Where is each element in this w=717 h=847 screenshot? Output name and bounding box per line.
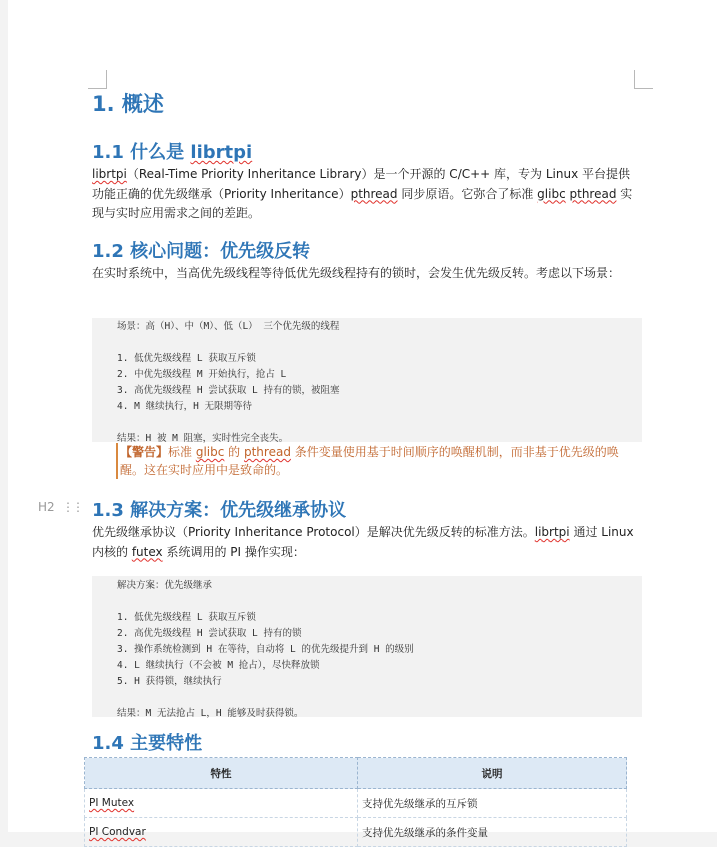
- code-line: 场景：高（H）、中（M）、低（L） 三个优先级的线程: [117, 321, 340, 332]
- intro-text-2: 同步原语。它弥合了标准: [397, 186, 538, 201]
- table-header-row: [85, 758, 627, 789]
- code-line: 结果：M 无法抢占 L，H 能够及时获得锁。: [117, 708, 304, 719]
- heading-priority-inversion: 1.2 核心问题：优先级反转: [92, 241, 311, 262]
- table-row: [85, 789, 627, 818]
- warning-text-2: 的: [224, 445, 244, 459]
- features-table: [84, 757, 627, 847]
- code-line: 1. 低优先级线程 L 获取互斥锁: [117, 612, 256, 623]
- table-cell-description: 支持优先级继承的条件变量: [358, 818, 627, 847]
- code-line: [117, 594, 642, 610]
- paragraph-intro: [92, 165, 637, 224]
- table-cell-description: 支持优先级继承的互斥锁: [358, 789, 627, 818]
- code-line: 2. 高优先级线程 H 尝试获取 L 持有的锁: [117, 628, 302, 639]
- table-cell-feature: [85, 818, 358, 847]
- crop-mark-top-left: [88, 70, 107, 89]
- warning-glibc: glibc: [195, 445, 225, 459]
- document-page: [8, 0, 717, 839]
- code-line: 结果：H 被 M 阻塞，实时性完全丧失。: [117, 433, 289, 444]
- table-header-feature: 特性: [85, 758, 358, 789]
- table-cell-feature: [85, 789, 358, 818]
- warning-pthread: pthread: [243, 445, 291, 459]
- cell-text: PI Condvar: [89, 826, 146, 838]
- code-line: 3. 操作系统检测到 H 在等待，自动将 L 的优先级提升到 H 的级别: [117, 644, 414, 655]
- code-line: 3. 高优先级线程 H 尝试获取 L 持有的锁，被阻塞: [117, 385, 340, 396]
- heading-what-is-librtpi: [92, 138, 252, 164]
- heading-overview: 1. 概述: [92, 92, 164, 116]
- warning-label: 【警告】: [120, 445, 169, 459]
- cell-text: PI Mutex: [89, 797, 135, 809]
- code-line: 2. 中优先级线程 M 开始执行，抢占 L: [117, 369, 287, 380]
- intro-text-1: （Real-Time Priority Inheritance Library）是一个开源的 C/C++ 库，专为 Linux 平台提供功能正确的优先级继承（Priority Inheritance）: [92, 167, 630, 201]
- code-line: 4. M 继续执行，H 无限期等待: [117, 401, 253, 412]
- spell-pthread-2: pthread: [569, 186, 617, 201]
- code-block-solution: [92, 576, 642, 717]
- paragraph-solution: [92, 523, 637, 562]
- code-line: [117, 335, 642, 351]
- warning-text-1: 标准: [168, 445, 196, 459]
- drag-handle-icon[interactable]: ⋮⋮: [62, 500, 82, 514]
- solution-librtpi: librtpi: [534, 525, 570, 539]
- intro-text-3: 实现与实时应用需求之间的差距。: [92, 186, 633, 220]
- warning-text-3: 条件变量使用基于时间顺序的唤醒机制，而非基于优先级的唤醒。这在实时应用中是致命的。: [120, 445, 619, 477]
- solution-text-3: 系统调用的 PI 操作实现：: [162, 544, 305, 559]
- table-row: [85, 818, 627, 847]
- code-line: [117, 415, 642, 431]
- solution-text-2: 通过 Linux 内核的: [92, 525, 634, 559]
- heading-librtpi: librtpi: [190, 142, 253, 163]
- code-line: [117, 690, 642, 706]
- code-line: 1. 低优先级线程 L 获取互斥锁: [117, 353, 256, 364]
- spell-glibc: glibc: [537, 186, 566, 201]
- heading-level-marker[interactable]: H2: [38, 500, 55, 514]
- paragraph-priority-inversion: 在实时系统中，当高优先级线程等待低优先级线程持有的锁时，会发生优先级反转。考虑以下场景：: [92, 266, 621, 280]
- code-line: 4. L 继续执行（不会被 M 抢占），尽快释放锁: [117, 660, 320, 671]
- code-block-scenario: [92, 318, 642, 442]
- solution-text-1: 优先级继承协议（Priority Inheritance Protocol）是解决优先级反转的标准方法。: [92, 525, 535, 539]
- crop-mark-top-right: [634, 70, 653, 89]
- solution-futex: futex: [131, 544, 163, 559]
- table-header-description: 说明: [358, 758, 627, 789]
- heading-prefix: 1.1 什么是: [92, 142, 191, 163]
- spell-pthread: pthread: [350, 186, 398, 201]
- heading-solution: 1.3 解决方案：优先级继承协议: [92, 500, 347, 521]
- spell-librtpi: librtpi: [92, 167, 127, 181]
- code-line: 5. H 获得锁，继续执行: [117, 676, 222, 687]
- warning-callout: [116, 443, 640, 479]
- heading-features: 1.4 主要特性: [92, 733, 203, 754]
- code-line: 解决方案：优先级继承: [117, 580, 213, 591]
